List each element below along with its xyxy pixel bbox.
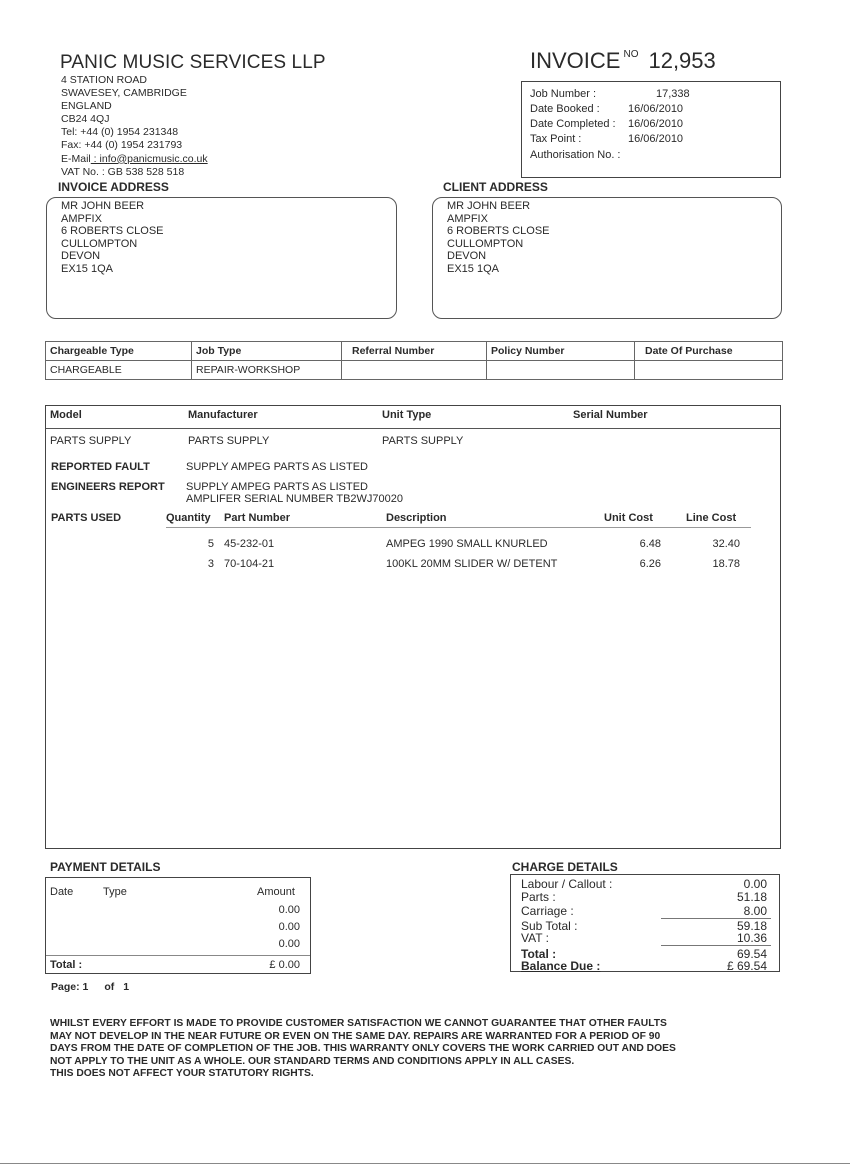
header-quantity: Quantity	[166, 512, 211, 524]
payment-header-type: Type	[103, 886, 127, 898]
date-booked-label: Date Booked :	[530, 103, 600, 115]
address-line: EX15 1QA	[61, 262, 113, 275]
charge-details-box	[510, 874, 780, 972]
charge-value: 10.36	[736, 931, 767, 945]
header-unit-cost: Unit Cost	[604, 512, 653, 524]
charge-value: 51.18	[736, 890, 767, 904]
charge-label: Total :	[521, 947, 557, 961]
payment-header-amount: Amount	[257, 886, 295, 898]
address-line: DEVON	[447, 250, 487, 263]
header-divider	[46, 428, 780, 429]
invoice-address-title: INVOICE ADDRESS	[58, 180, 169, 194]
engineers-report-line: SUPPLY AMPEG PARTS AS LISTED	[186, 481, 368, 493]
tax-point-label: Tax Point :	[530, 133, 582, 145]
company-address-line: SWAVESEY, CAMBRIDGE	[61, 87, 187, 100]
charge-details-title: CHARGE DETAILS	[512, 860, 618, 874]
header-description: Description	[386, 512, 447, 524]
charge-label: Parts :	[521, 890, 556, 904]
part-description: AMPEG 1990 SMALL KNURLED	[386, 538, 548, 550]
page-label: Page:	[51, 981, 80, 993]
disclaimer-line: NOT APPLY TO THE UNIT AS A WHOLE. OUR STANDARD TERMS AND CONDITIONS APPLY IN ALL CASES.	[50, 1055, 575, 1067]
total-divider	[661, 945, 771, 946]
part-line-cost: 18.78	[712, 558, 740, 570]
address-line: AMPFIX	[447, 212, 488, 225]
address-line: DEVON	[61, 250, 101, 263]
header-job-type: Job Type	[192, 342, 342, 361]
charge-label: Labour / Callout :	[521, 877, 613, 891]
part-unit-cost: 6.48	[639, 538, 661, 550]
disclaimer	[50, 1018, 770, 1081]
part-number: 45-232-01	[224, 538, 275, 550]
part-description: 100KL 20MM SLIDER W/ DETENT	[386, 558, 558, 570]
company-address	[61, 74, 208, 179]
charge-label: Sub Total :	[521, 919, 578, 933]
header-model: Model	[50, 409, 82, 421]
page-current: 1	[82, 981, 89, 993]
charge-row-balance-due	[521, 959, 771, 973]
part-unit-cost: 6.26	[639, 558, 661, 570]
payment-amount: 0.00	[278, 938, 300, 950]
company-address-line: 4 STATION ROAD	[61, 74, 147, 86]
company-email-row	[61, 153, 208, 166]
reported-fault-label: REPORTED FAULT	[51, 461, 150, 473]
tax-point-value: 16/06/2010	[628, 133, 684, 145]
date-booked-value: 16/06/2010	[628, 103, 684, 115]
address-line: CULLOMPTON	[447, 237, 524, 250]
charge-row-labour	[521, 877, 771, 891]
company-fax: Fax: +44 (0) 1954 231793	[61, 139, 183, 152]
disclaimer-line: THIS DOES NOT AFFECT YOUR STATUTORY RIGHTS.	[50, 1068, 314, 1080]
company-address-line: CB24 4QJ	[61, 113, 110, 126]
date-of-purchase-value	[635, 361, 783, 380]
invoice-title	[530, 48, 716, 74]
address-line: MR JOHN BEER	[447, 200, 531, 212]
address-line: AMPFIX	[61, 212, 102, 225]
date-booked-row	[530, 103, 683, 115]
date-completed-value: 16/06/2010	[628, 118, 684, 130]
policy-number-value	[487, 361, 635, 380]
part-quantity: 5	[207, 538, 214, 550]
header-referral-number: Referral Number	[342, 342, 487, 361]
payment-header-date: Date	[50, 886, 74, 898]
header-part-number: Part Number	[224, 512, 291, 524]
engineers-report-line: AMPLIFER SERIAL NUMBER TB2WJ70020	[186, 493, 404, 505]
date-completed-row	[530, 118, 683, 130]
parts-header-divider	[166, 527, 751, 528]
part-line-cost: 32.40	[712, 538, 740, 550]
page-total: 1	[123, 981, 130, 993]
job-info-header-row	[46, 342, 783, 361]
date-completed-label: Date Completed :	[530, 118, 616, 130]
job-number-label: Job Number :	[530, 88, 597, 100]
page-bottom-edge	[0, 1163, 850, 1164]
charge-value: 8.00	[743, 904, 767, 918]
job-details-box	[45, 405, 781, 849]
company-vat: VAT No. : GB 538 528 518	[61, 165, 185, 178]
email-link[interactable]: : info@panicmusic.co.uk	[90, 152, 208, 165]
part-number: 70-104-21	[224, 558, 275, 570]
job-info-value-row	[46, 361, 783, 380]
charge-value: 0.00	[743, 877, 767, 891]
reported-fault-value: SUPPLY AMPEG PARTS AS LISTED	[186, 461, 368, 473]
client-address-title: CLIENT ADDRESS	[443, 180, 548, 194]
header-manufacturer: Manufacturer	[188, 409, 258, 421]
disclaimer-line: MAY NOT DEVELOP IN THE NEAR FUTURE OR EVEN ON THE SAME DAY. REPAIRS ARE WARRANTED FOR A PERIOD OF 90	[50, 1030, 661, 1042]
authorisation-row	[530, 149, 621, 161]
payment-amount: 0.00	[278, 904, 300, 916]
charge-label: Carriage :	[521, 904, 574, 918]
charge-value: 59.18	[736, 919, 767, 933]
charge-value: 69.54	[736, 947, 767, 961]
address-line: 6 ROBERTS CLOSE	[447, 225, 550, 238]
address-line: 6 ROBERTS CLOSE	[61, 225, 164, 238]
header-policy-number: Policy Number	[487, 342, 635, 361]
payment-total-value: £ 0.00	[269, 959, 300, 971]
company-address-line: ENGLAND	[61, 100, 112, 113]
engineers-report-value	[186, 481, 403, 505]
page-of-label: of	[104, 981, 115, 993]
invoice-address-lines	[61, 200, 164, 276]
header-unit-type: Unit Type	[382, 409, 432, 421]
address-line: EX15 1QA	[447, 262, 499, 275]
payment-details-title: PAYMENT DETAILS	[50, 860, 161, 874]
charge-row-carriage	[521, 904, 771, 918]
charge-row-vat	[521, 931, 771, 945]
chargeable-type-value: CHARGEABLE	[46, 361, 192, 380]
address-line: CULLOMPTON	[61, 237, 138, 250]
payment-details-box	[45, 877, 311, 974]
invoice-title-label: INVOICE	[530, 48, 621, 73]
balance-due-value: £ 69.54	[726, 959, 767, 973]
model-value: PARTS SUPPLY	[50, 435, 132, 447]
referral-number-value	[342, 361, 487, 380]
engineers-report-label: ENGINEERS REPORT	[51, 481, 165, 493]
page-indicator	[51, 981, 129, 993]
invoice-no-label: NO	[623, 49, 639, 60]
charge-row-parts	[521, 890, 771, 904]
authorisation-label: Authorisation No. :	[530, 149, 621, 161]
header-chargeable-type: Chargeable Type	[46, 342, 192, 361]
job-type-value: REPAIR-WORKSHOP	[192, 361, 342, 380]
payment-total-divider	[46, 955, 310, 956]
disclaimer-line: DAYS FROM THE DATE OF COMPLETION OF THE JOB. THIS WARRANTY ONLY COVERS THE WORK CARRIED OUT AND DOES	[50, 1043, 676, 1055]
client-address-box	[432, 197, 782, 319]
tax-point-row	[530, 133, 683, 145]
invoice-number: 12,953	[648, 48, 716, 73]
charge-label: Balance Due :	[521, 959, 601, 973]
header-date-of-purchase: Date Of Purchase	[635, 342, 783, 361]
part-quantity: 3	[207, 558, 214, 570]
charge-label: VAT :	[521, 931, 550, 945]
job-number-value: 17,338	[656, 88, 690, 100]
invoice-address-box	[46, 197, 397, 319]
email-label: E-Mail	[61, 152, 91, 165]
parts-used-label: PARTS USED	[51, 512, 122, 524]
invoice-info-box	[521, 81, 781, 178]
job-number-row	[530, 88, 690, 100]
manufacturer-value: PARTS SUPPLY	[188, 435, 270, 447]
payment-total-label: Total :	[50, 959, 83, 971]
company-name: PANIC MUSIC SERVICES LLP	[60, 52, 326, 73]
header-line-cost: Line Cost	[686, 512, 737, 524]
company-tel: Tel: +44 (0) 1954 231348	[61, 126, 179, 139]
payment-amount: 0.00	[278, 921, 300, 933]
disclaimer-line: WHILST EVERY EFFORT IS MADE TO PROVIDE CUSTOMER SATISFACTION WE CANNOT GUARANTEE THAT OTHER FAULTS	[50, 1018, 667, 1029]
client-address-lines	[447, 200, 550, 276]
header-serial-number: Serial Number	[573, 409, 648, 421]
address-line: MR JOHN BEER	[61, 200, 145, 212]
job-info-table	[45, 341, 783, 380]
unit-type-value: PARTS SUPPLY	[382, 435, 464, 447]
